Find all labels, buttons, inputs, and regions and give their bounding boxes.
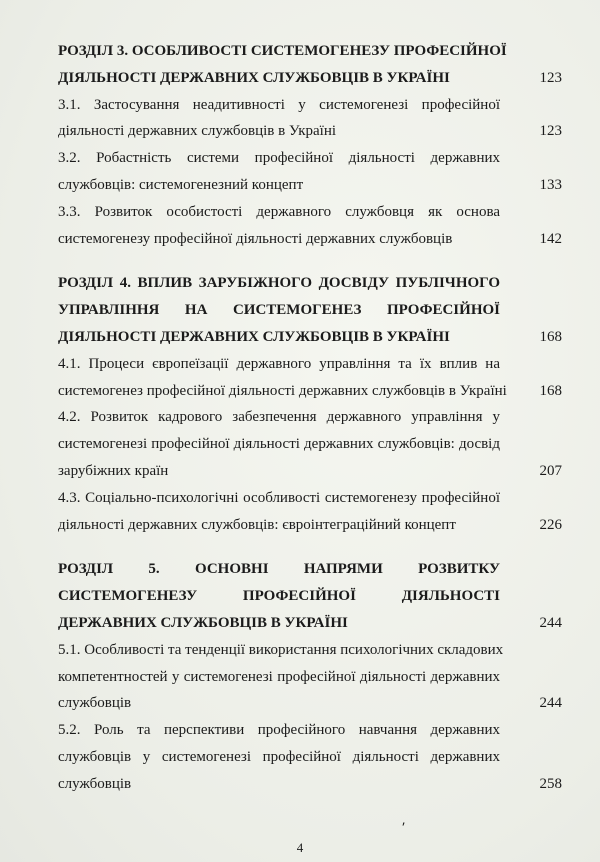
toc-entry-line bbox=[58, 458, 562, 485]
toc-line-text: 3.3. Розвиток особистості державного службовця як основа bbox=[58, 203, 500, 220]
toc-page-number: 258 bbox=[539, 775, 562, 792]
toc-entry-line bbox=[58, 637, 562, 664]
toc-line-text: компетентностей у системогенезі професійної діяльності державних bbox=[58, 668, 500, 685]
toc-line-text: РОЗДІЛ 5. ОСНОВНІ НАПРЯМИ РОЗВИТКУ bbox=[58, 561, 500, 578]
toc-page-number: 207 bbox=[539, 462, 562, 479]
toc-line-text: діяльності державних службовців в Україні bbox=[58, 123, 337, 140]
toc-entry-line bbox=[58, 485, 562, 512]
toc-chapter-line bbox=[58, 583, 562, 610]
toc-page-number: 168 bbox=[539, 382, 562, 399]
toc-entry-line bbox=[58, 664, 562, 691]
toc-line-text: службовців bbox=[58, 775, 132, 792]
toc-entry-line bbox=[58, 351, 562, 378]
toc-line-text: ДІЯЛЬНОСТІ ДЕРЖАВНИХ СЛУЖБОВЦІВ В УКРАЇНІ bbox=[58, 328, 450, 345]
toc-line-text: 4.2. Розвиток кадрового забезпечення державного управління у bbox=[58, 409, 500, 426]
toc-chapter-line bbox=[58, 610, 562, 637]
toc-chapter-line bbox=[58, 324, 562, 351]
toc-line-text: службовців: системогенезний концепт bbox=[58, 176, 304, 193]
toc-entry-line bbox=[58, 431, 562, 458]
toc-line-text: ДІЯЛЬНОСТІ ДЕРЖАВНИХ СЛУЖБОВЦІВ В УКРАЇНІ bbox=[58, 69, 450, 86]
page-number: 4 bbox=[296, 840, 304, 855]
toc-entry-line bbox=[58, 744, 562, 771]
toc-line-text: 4.1. Процеси європеїзації державного управління та їх вплив на bbox=[58, 355, 500, 372]
toc-entry-line bbox=[58, 378, 562, 405]
toc-entry-line bbox=[58, 717, 562, 744]
toc-line-text: зарубіжних країн bbox=[58, 462, 169, 479]
toc-line-text: РОЗДІЛ 4. ВПЛИВ ЗАРУБІЖНОГО ДОСВІДУ ПУБЛІЧНОГО bbox=[58, 275, 500, 292]
toc-page-number: 123 bbox=[539, 69, 562, 86]
toc-line-text: службовців у системогенезі професійної діяльності державних bbox=[58, 748, 500, 765]
toc-section bbox=[58, 38, 562, 252]
toc-line-text: системогенез професійної діяльності державних службовців в Україні bbox=[58, 382, 507, 399]
toc-chapter-line bbox=[58, 556, 562, 583]
toc-entry-line bbox=[58, 92, 562, 119]
toc-section bbox=[58, 556, 562, 797]
toc-line-text: системогенезу професійної діяльності державних службовців bbox=[58, 230, 453, 247]
toc-line-text: 5.2. Роль та перспективи професійного навчання державних bbox=[58, 722, 500, 739]
toc-line-text: системогенезі професійної діяльності державних службовців: досвід bbox=[58, 436, 500, 453]
toc-page-number: 133 bbox=[539, 176, 562, 193]
toc-line-text: 3.1. Застосування неадитивності у системогенезі професійної bbox=[58, 96, 500, 113]
toc-chapter-line bbox=[58, 297, 562, 324]
toc-page-number: 168 bbox=[539, 328, 562, 345]
toc-entry-line bbox=[58, 199, 562, 226]
toc-line-text: РОЗДІЛ 3. ОСОБЛИВОСТІ СИСТЕМОГЕНЕЗУ ПРОФЕСІЙНОЇ bbox=[58, 43, 507, 59]
toc-entry-line bbox=[58, 512, 562, 539]
toc-chapter-line bbox=[58, 65, 562, 92]
toc-page-number: 244 bbox=[539, 614, 562, 631]
toc-line-text: діяльності державних службовців: євроінтеграційний концепт bbox=[58, 516, 456, 533]
toc-entry-line bbox=[58, 404, 562, 431]
toc-line-text: СИСТЕМОГЕНЕЗУ ПРОФЕСІЙНОЇ ДІЯЛЬНОСТІ bbox=[58, 588, 500, 605]
toc-chapter-line bbox=[58, 38, 562, 65]
toc-section bbox=[58, 270, 562, 538]
toc-entry-line bbox=[58, 690, 562, 717]
toc-chapter-line bbox=[58, 270, 562, 297]
toc-line-text: 5.1. Особливості та тенденції використання психологічних складових bbox=[58, 641, 504, 658]
toc-line-text: 4.3. Соціально-психологічні особливості системогенезу професійної bbox=[58, 489, 500, 506]
toc-entry-line bbox=[58, 172, 562, 199]
scan-mark: ⸴ bbox=[402, 814, 406, 829]
toc-page-number: 226 bbox=[539, 516, 562, 533]
table-of-contents bbox=[58, 38, 562, 816]
toc-line-text: ДЕРЖАВНИХ СЛУЖБОВЦІВ В УКРАЇНІ bbox=[58, 614, 348, 631]
toc-page-number: 244 bbox=[539, 695, 562, 712]
toc-line-text: службовців bbox=[58, 695, 132, 712]
toc-entry-line bbox=[58, 226, 562, 253]
toc-entry-line bbox=[58, 118, 562, 145]
toc-page-number: 123 bbox=[539, 123, 562, 140]
toc-entry-line bbox=[58, 145, 562, 172]
toc-line-text: УПРАВЛІННЯ НА СИСТЕМОГЕНЕЗ ПРОФЕСІЙНОЇ bbox=[58, 302, 500, 319]
toc-page-number: 142 bbox=[539, 230, 562, 247]
toc-entry-line bbox=[58, 771, 562, 798]
toc-line-text: 3.2. Робастність системи професійної діяльності державних bbox=[58, 150, 500, 167]
